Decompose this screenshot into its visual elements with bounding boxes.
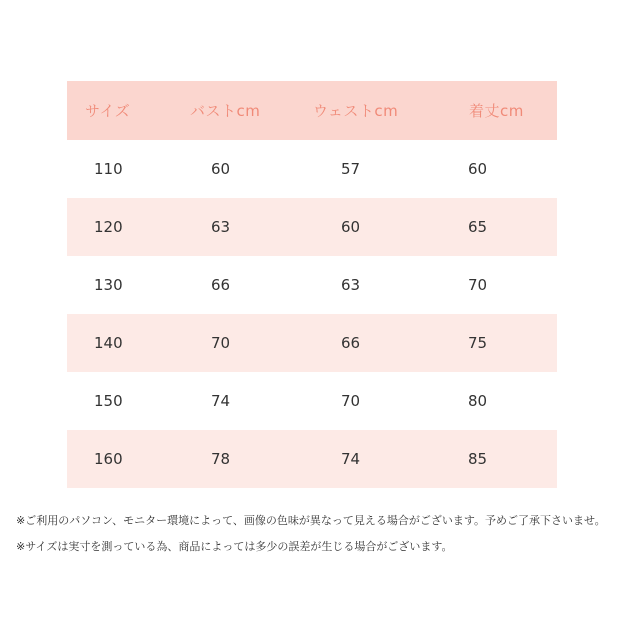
cell-waist: 57 <box>341 160 361 178</box>
header-bust: バストcm <box>190 102 261 120</box>
header-waist: ウェストcm <box>313 102 399 120</box>
size-chart-table <box>67 81 557 488</box>
cell-length: 80 <box>468 392 488 410</box>
cell-bust: 70 <box>211 334 231 352</box>
cell-size: 110 <box>94 160 123 178</box>
cell-waist: 66 <box>341 334 361 352</box>
cell-waist: 63 <box>341 276 361 294</box>
table-row <box>67 430 557 488</box>
cell-bust: 74 <box>211 392 231 410</box>
cell-size: 120 <box>94 218 123 236</box>
color-disclaimer-note: ※ご利用のパソコン、モニター環境によって、画像の色味が異なって見える場合がございます。予めご了承下さいませ。 <box>16 514 606 527</box>
header-size: サイズ <box>85 102 131 120</box>
cell-length: 65 <box>468 218 488 236</box>
cell-waist: 74 <box>341 450 361 468</box>
cell-size: 150 <box>94 392 123 410</box>
cell-bust: 78 <box>211 450 231 468</box>
cell-length: 60 <box>468 160 488 178</box>
cell-size: 160 <box>94 450 123 468</box>
cell-length: 85 <box>468 450 488 468</box>
cell-waist: 70 <box>341 392 361 410</box>
table-row <box>67 372 557 430</box>
cell-length: 75 <box>468 334 488 352</box>
table-row <box>67 198 557 256</box>
table-row <box>67 314 557 372</box>
cell-length: 70 <box>468 276 488 294</box>
cell-size: 130 <box>94 276 123 294</box>
cell-bust: 60 <box>211 160 231 178</box>
measurement-disclaimer-note: ※サイズは実寸を測っている為、商品によっては多少の誤差が生じる場合がございます。 <box>16 540 453 553</box>
notes-block <box>16 508 636 560</box>
table-header-row <box>67 81 557 140</box>
cell-bust: 63 <box>211 218 231 236</box>
cell-waist: 60 <box>341 218 361 236</box>
cell-size: 140 <box>94 334 123 352</box>
table-row <box>67 256 557 314</box>
header-length: 着丈cm <box>469 102 524 120</box>
table-row <box>67 140 557 198</box>
cell-bust: 66 <box>211 276 231 294</box>
